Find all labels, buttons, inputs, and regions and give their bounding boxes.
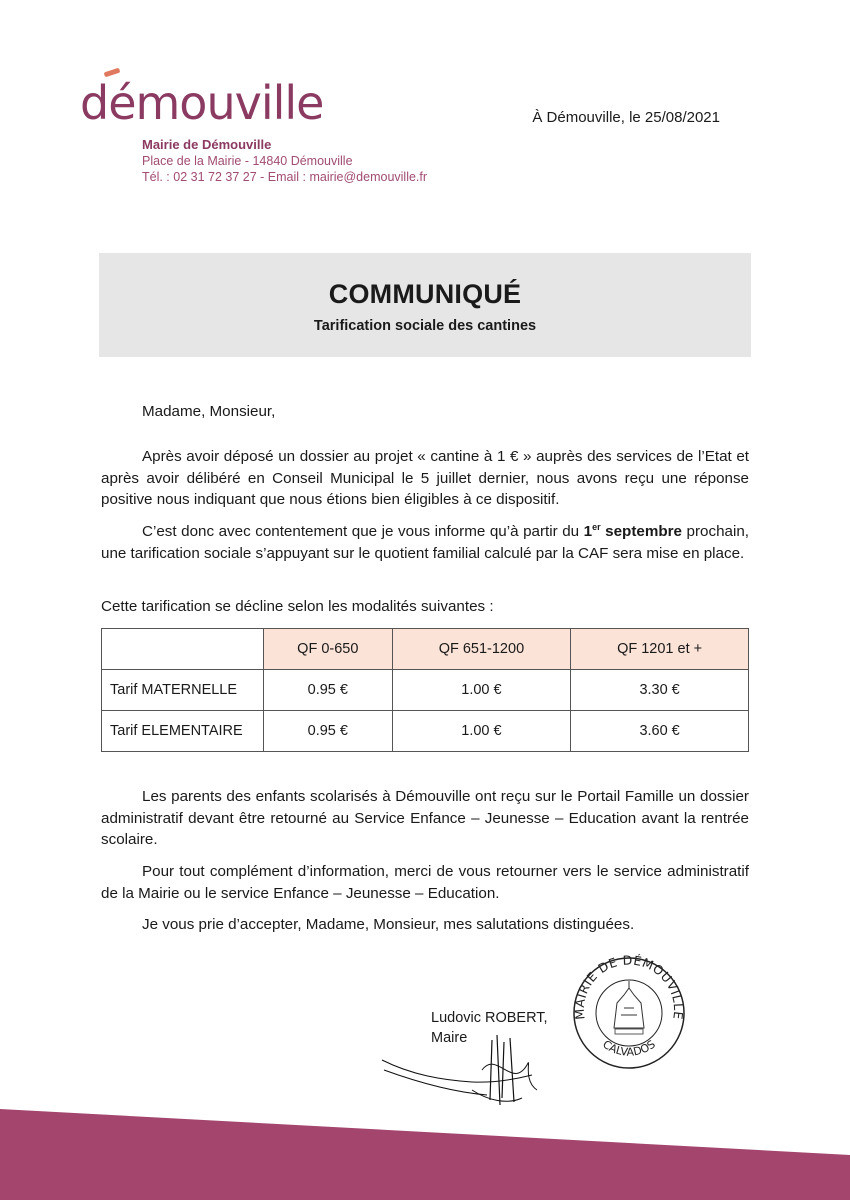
table-row: [102, 670, 749, 711]
table-cell: 1.00 €: [392, 711, 571, 752]
org-name: Mairie de Démouville: [142, 137, 272, 152]
table-cell: 0.95 €: [264, 670, 393, 711]
paragraph-6: Je vous prie d’accepter, Madame, Monsieur, mes salutations distinguées.: [142, 916, 635, 933]
page-subtitle: Tarification sociale des cantines: [313, 318, 537, 334]
table-cell: 0.95 €: [264, 711, 393, 752]
table-header-qf-3: QF 1201 et +: [571, 629, 749, 670]
table-header-qf-1: QF 0-650: [264, 629, 393, 670]
svg-text:MAIRIE DE DÉMOUVILLE: MAIRIE DE DÉMOUVILLE: [571, 953, 687, 1021]
org-contact: Tél. : 02 31 72 37 27 - Email : mairie@demouville.fr: [142, 170, 428, 184]
mairie-logo: [80, 76, 324, 130]
table-header-qf-2: QF 651-1200: [392, 629, 571, 670]
row-label: Tarif ELEMENTAIRE: [102, 711, 264, 752]
table-cell: 3.60 €: [571, 711, 749, 752]
paragraph-5: Pour tout complément d’information, merci de vous retourner vers le service administratif de la Mairie ou le service Enfance – Jeunesse – Education.: [101, 863, 749, 902]
table-header-empty: [102, 629, 264, 670]
paragraph-3: Cette tarification se décline selon les modalités suivantes :: [101, 598, 494, 615]
paragraph-2: [101, 521, 749, 564]
paragraph-2-month: septembre: [600, 523, 682, 540]
org-block: [142, 137, 427, 185]
tariff-table: [101, 628, 749, 752]
svg-text:CALVADOS: CALVADOS: [600, 1037, 658, 1059]
paragraph-2-day: 1: [583, 523, 593, 540]
table-row: [102, 711, 749, 752]
official-stamp: [569, 953, 689, 1073]
title-banner: [99, 253, 751, 357]
paragraph-2-sup: er: [592, 521, 601, 532]
paragraph-2-end: prochain, une tarification sociale s’appuyant sur le quotient familial calculé par la CAF sera mise en place.: [101, 523, 749, 562]
signer-name: Ludovic ROBERT,: [431, 1010, 548, 1026]
paragraph-2-start: C’est donc avec contentement que je vous informe qu’à partir du: [142, 523, 584, 540]
table-cell: 1.00 €: [392, 670, 571, 711]
logo-wordmark: démouville: [80, 76, 324, 130]
org-address: Place de la Mairie - 14840 Démouville: [142, 154, 353, 168]
paragraph-1: Après avoir déposé un dossier au projet « cantine à 1 € » auprès des services de l’Etat et après avoir délibéré en Conseil Municipal le 5 juillet dernier, nous avons reçu une réponse positive nous indiquant que nous étions bien éligibles à ce dispositif.: [101, 448, 749, 508]
salutation: Madame, Monsieur,: [142, 403, 276, 420]
letter-date: À Démouville, le 25/08/2021: [532, 109, 720, 126]
page-title: COMMUNIQUÉ: [328, 279, 522, 309]
signature-image: [372, 1020, 542, 1110]
row-label: Tarif MATERNELLE: [102, 670, 264, 711]
signer-title: Maire: [431, 1030, 468, 1046]
paragraph-4: Les parents des enfants scolarisés à Démouville ont reçu sur le Portail Famille un dossier administratif devant être retourné au Service Enfance – Jeunesse – Education avant la rentrée scolaire.: [101, 788, 749, 848]
table-header-row: [102, 629, 749, 670]
table-cell: 3.30 €: [571, 670, 749, 711]
